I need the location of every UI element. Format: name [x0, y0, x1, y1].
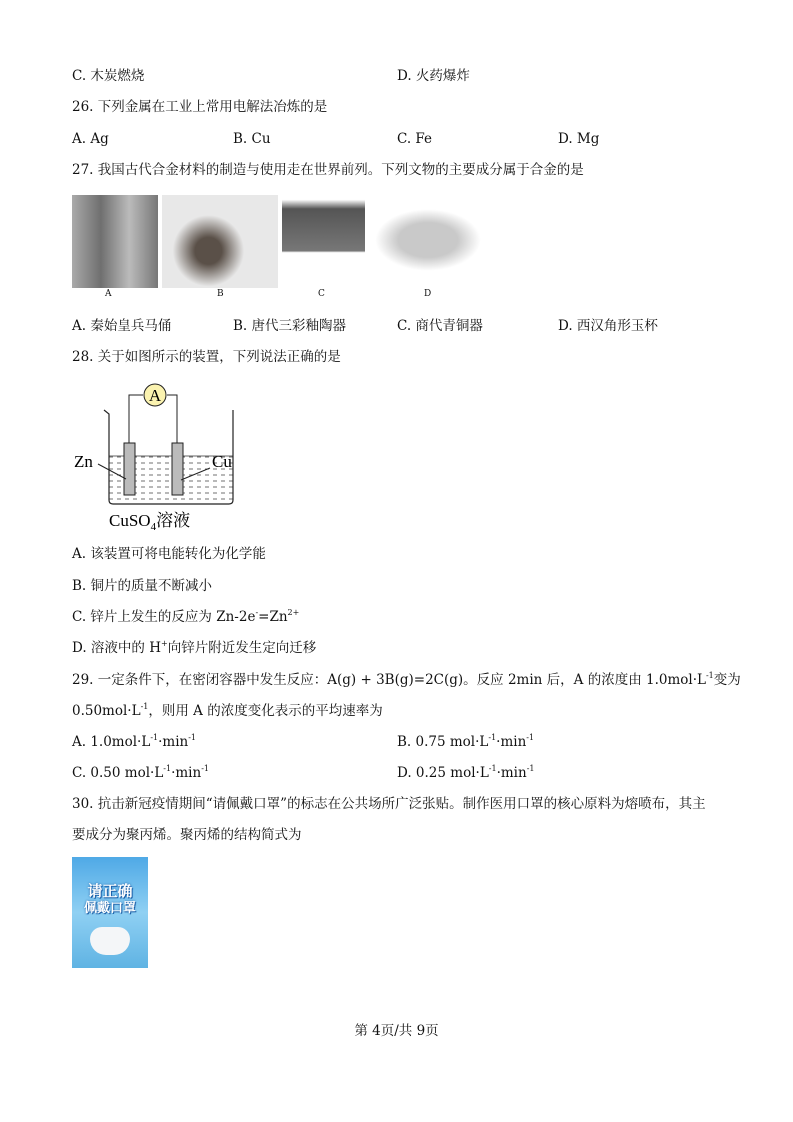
q25-option-d: D. 火药爆炸 — [397, 68, 470, 84]
q29-stem-line2: $0.50mol\cdot L^{-1}$，则用 A 的浓度变化表示的平均速率为 — [72, 702, 383, 719]
q27-stem: 27. 我国古代合金材料的制造与使用走在世界前列。下列文物的主要成分属于合金的是 — [72, 162, 584, 178]
q29-stem-line1: 29. 一定条件下，在密闭容器中发生反应：A(g) + 3B(g)=2C(g)。反应 2min 后，A 的浓度由 $1.0mol\cdot L^{-1}$变为 — [72, 671, 741, 688]
page-footer: 第 4页/共 9页 — [354, 1023, 439, 1039]
image-caption-a: A — [105, 289, 112, 299]
wear-mask-poster: 请正确 佩戴口罩 — [72, 857, 148, 968]
q26-stem: 26. 下列金属在工业上常用电解法冶炼的是 — [72, 99, 328, 115]
q25-option-c: C. 木炭燃烧 — [72, 68, 145, 84]
q30-stem-line1: 30. 抗击新冠疫情期间“请佩戴口罩”的标志在公共场所广泛张贴。制作医用口罩的核心原料为熔喷布，其主 — [72, 796, 706, 812]
zn-label: Zn — [74, 452, 93, 471]
mask-icon — [90, 927, 130, 955]
q27-option-c: C. 商代青铜器 — [397, 318, 483, 334]
q29-option-b: B. 0.75 $mol\cdot L^{-1}\cdot\min^{-1}$ — [397, 733, 535, 750]
terracotta-warriors-photo — [72, 195, 158, 288]
jade-cup-photo — [368, 205, 488, 275]
q28-option-d: D. 溶液中的 H+向锌片附近发生定向迁移 — [72, 639, 317, 656]
q28-stem: 28. 关于如图所示的装置，下列说法正确的是 — [72, 349, 341, 365]
galvanic-cell-diagram — [60, 370, 260, 540]
q26-option-d: D. Mg — [558, 131, 600, 147]
image-caption-c: C — [318, 289, 325, 299]
q28-option-c: C. 锌片上发生的反应为 $Zn-2e^-=Zn^{2+}$ — [72, 608, 300, 625]
image-caption-d: D — [424, 289, 432, 299]
q28-option-a: A. 该装置可将电能转化为化学能 — [72, 546, 266, 562]
q30-stem-line2: 要成分为聚丙烯。聚丙烯的结构简式为 — [72, 827, 302, 843]
q27-option-b: B. 唐代三彩釉陶器 — [233, 318, 347, 334]
image-caption-b: B — [217, 289, 224, 299]
solution-label: CuSO$_4$溶液 — [109, 511, 191, 533]
q27-option-a: A. 秦始皇兵马俑 — [72, 318, 172, 334]
q26-option-c: C. Fe — [397, 131, 433, 147]
cu-label: Cu — [212, 452, 232, 471]
q28-option-b: B. 铜片的质量不断减小 — [72, 578, 213, 594]
bronze-ding-photo — [282, 195, 365, 288]
ammeter-label: A — [148, 386, 162, 405]
tang-sancai-photo — [162, 195, 278, 288]
q29-option-d: D. 0.25 $mol\cdot L^{-1}\cdot\min^{-1}$ — [397, 764, 535, 781]
q29-option-c: C. 0.50 $mol\cdot L^{-1}\cdot\min^{-1}$ — [72, 764, 209, 781]
q29-option-a: A. $1.0mol\cdot L^{-1}\cdot\min^{-1}$ — [72, 733, 197, 750]
q26-option-a: A. Ag — [72, 131, 109, 147]
q26-option-b: B. Cu — [233, 131, 271, 147]
q27-option-d: D. 西汉角形玉杯 — [558, 318, 658, 334]
